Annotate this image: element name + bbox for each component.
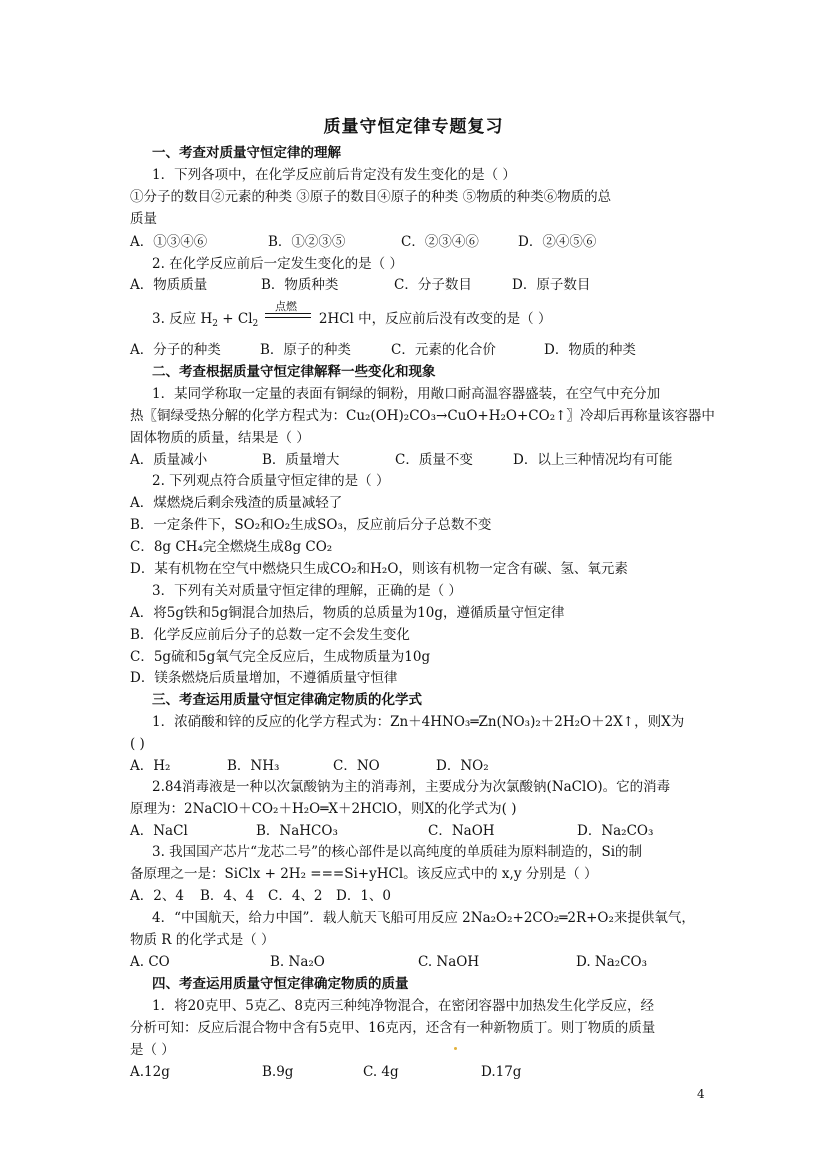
section-1-heading: 一、考查对质量守恒定律的理解: [152, 145, 341, 161]
option: A．分子的种类: [130, 342, 221, 358]
s3-q4-line2: 物质 R 的化学式是（ ）: [130, 932, 275, 948]
option: B．NaHCO₃: [256, 823, 338, 839]
option: B．原子的种类: [260, 342, 351, 358]
option: B．物质种类: [261, 277, 339, 293]
option: C．元素的化合价: [391, 342, 496, 358]
subscript: 2: [252, 319, 259, 329]
option: B．NH₃: [227, 758, 280, 774]
s2-q2: 2. 下列观点符合质量守恒定律的是（ ）: [152, 473, 390, 489]
section-4-heading: 四、考查运用质量守恒定律确定物质的质量: [152, 976, 409, 992]
reaction-condition: 点燃: [275, 300, 297, 313]
option: C．NO: [333, 758, 380, 774]
s2-q1-options: [130, 450, 672, 470]
s1-q1-options: [130, 232, 596, 252]
page-number: 4: [697, 1087, 705, 1101]
option: D．②④⑤⑥: [518, 234, 597, 250]
section-3-heading: 三、考查运用质量守恒定律确定物质的化学式: [152, 692, 422, 708]
equals-bar-top: [265, 313, 311, 314]
option: C．②③④⑥: [401, 234, 479, 250]
s3-q1-options: [130, 756, 489, 776]
s2-q2-option-b: B．一定条件下，SO₂和O₂生成SO₃，反应前后分子总数不变: [130, 517, 492, 533]
s3-q2-line1: 2.84消毒液是一种以次氯酸钠为主的消毒剂，主要成分为次氯酸钠(NaClO)。它的消毒: [152, 779, 671, 795]
s3-q4-options: [130, 952, 647, 972]
option: A．NaCl: [130, 823, 188, 839]
s1-q3-equation: [152, 309, 551, 334]
option: D．物质的种类: [544, 342, 636, 358]
s2-q3-option-d: D．镁条燃烧后质量增加，不遵循质量守恒律: [130, 670, 398, 686]
s1-q1-items-cont: 质量: [130, 211, 157, 227]
option: A．2、4: [130, 888, 184, 904]
s1-q3-options: [130, 340, 636, 360]
s3-q2-line2: 原理为：2NaClO＋CO₂＋H₂O═X＋2HClO，则X的化学式为( ): [130, 801, 517, 817]
equation-suffix: 2HCl 中，反应前后没有改变的是（ ）: [318, 311, 552, 327]
s1-q1-items: ①分子的数目②元素的种类 ③原子的数目④原子的种类 ⑤物质的种类⑥物质的总: [130, 189, 612, 205]
option: C．NaOH: [428, 823, 495, 839]
option: D．1、0: [336, 888, 392, 904]
s2-q3-option-b: B．化学反应前后分子的总数一定不会发生变化: [130, 627, 410, 643]
equation-plus: + Cl: [217, 311, 253, 327]
s2-q1-line3: 固体物质的质量，结果是（ ）: [130, 430, 310, 446]
equation-prefix: 3. 反应 H: [152, 311, 213, 327]
stray-dot: [454, 1047, 457, 1050]
option: D．Na₂CO₃: [577, 823, 654, 839]
s3-q3-line1: 3. 我国国产芯片“龙芯二号”的核心部件是以高纯度的单质硅为原料制造的，Si的制: [152, 844, 643, 860]
s1-q2: 2. 在化学反应前后一定发生变化的是（ ）: [152, 256, 403, 272]
option: C．质量不变: [395, 452, 473, 468]
option: A．H₂: [130, 758, 171, 774]
s4-q1-line1: 1．将20克甲、5克乙、8克丙三种纯净物混合，在密闭容器中加热发生化学反应，经: [152, 998, 654, 1014]
s3-q4-line1: 4．“中国航天，给力中国”．载人航天飞船可用反应 2Na₂O₂+2CO₂═2R+O₂来提供氧气，: [152, 910, 695, 926]
s2-q2-option-d: D．某有机物在空气中燃烧只生成CO₂和H₂O，则该有机物一定含有碳、氢、氧元素: [130, 561, 628, 577]
s3-q2-options: [130, 821, 653, 841]
option: C．4、2: [268, 888, 323, 904]
s4-q1-line2: 分析可知：反应后混合物中含有5克甲、16克丙，还含有一种新物质丁。则丁物质的质量: [130, 1020, 656, 1036]
option: A. CO: [130, 954, 170, 970]
s4-q1-line3: 是（ ）: [130, 1042, 175, 1058]
option: A．①③④⑥: [130, 234, 208, 250]
s2-q3-option-c: C．5g硫和5g氧气完全反应后，生成物质量为10g: [130, 649, 431, 665]
section-2-heading: 二、考查根据质量守恒定律解释一些变化和现象: [152, 364, 436, 380]
s3-q1-line1: 1．浓硝酸和锌的反应的化学方程式为：Zn＋4HNO₃═Zn(NO₃)₂＋2H₂O＋2X↑，则X为: [152, 714, 685, 730]
s1-q2-options: [130, 275, 590, 295]
option: A．质量减小: [130, 452, 208, 468]
option: D．以上三种情况均有可能: [513, 452, 673, 468]
s4-q1-options: [130, 1062, 521, 1082]
s3-q3-options: [130, 886, 391, 906]
s1-q1: 1．下列各项中，在化学反应前后肯定没有发生变化的是（ ）: [152, 167, 516, 183]
option: C. 4g: [363, 1064, 399, 1080]
page-title: 质量守恒定律专题复习: [323, 117, 504, 137]
option: A．物质质量: [130, 277, 208, 293]
s2-q1-line2: 热〖铜绿受热分解的化学方程式为：Cu₂(OH)₂CO₃→CuO+H₂O+CO₂↑〗冷却后再称量该容器中: [130, 408, 715, 424]
s2-q1-line1: 1．某同学称取一定量的表面有铜绿的铜粉，用敞口耐高温容器盛装，在空气中充分加: [152, 386, 661, 402]
option: B．质量增大: [262, 452, 340, 468]
option: A.12g: [130, 1064, 170, 1080]
option: D.17g: [481, 1064, 522, 1080]
option: B．①②③⑤: [268, 234, 346, 250]
option: C．分子数目: [394, 277, 472, 293]
s2-q2-option-c: C．8g CH₄完全燃烧生成8g CO₂: [130, 539, 333, 555]
option: B. Na₂O: [270, 954, 325, 970]
s2-q3-option-a: A．将5g铁和5g铜混合加热后，物质的总质量为10g，遵循质量守恒定律: [130, 605, 565, 621]
option: D．原子数目: [512, 277, 591, 293]
s3-q3-line2: 备原理之一是：SiClx + 2H₂ ===Si+yHCl。该反应式中的 x,y 分别是（ ）: [130, 866, 598, 882]
s2-q2-option-a: A．煤燃烧后剩余残渣的质量减轻了: [130, 495, 343, 511]
subscript: 2: [212, 319, 218, 329]
s3-q1-line2: ( ): [130, 736, 145, 752]
s2-q3: 3．下列有关对质量守恒定律的理解，正确的是（ ）: [152, 583, 462, 599]
option: C. NaOH: [418, 954, 480, 970]
equals-bar-bottom: [265, 317, 311, 318]
option: B.9g: [262, 1064, 294, 1080]
option: D．NO₂: [436, 758, 489, 774]
option: D. Na₂CO₃: [576, 954, 648, 970]
option: B．4、4: [200, 888, 255, 904]
